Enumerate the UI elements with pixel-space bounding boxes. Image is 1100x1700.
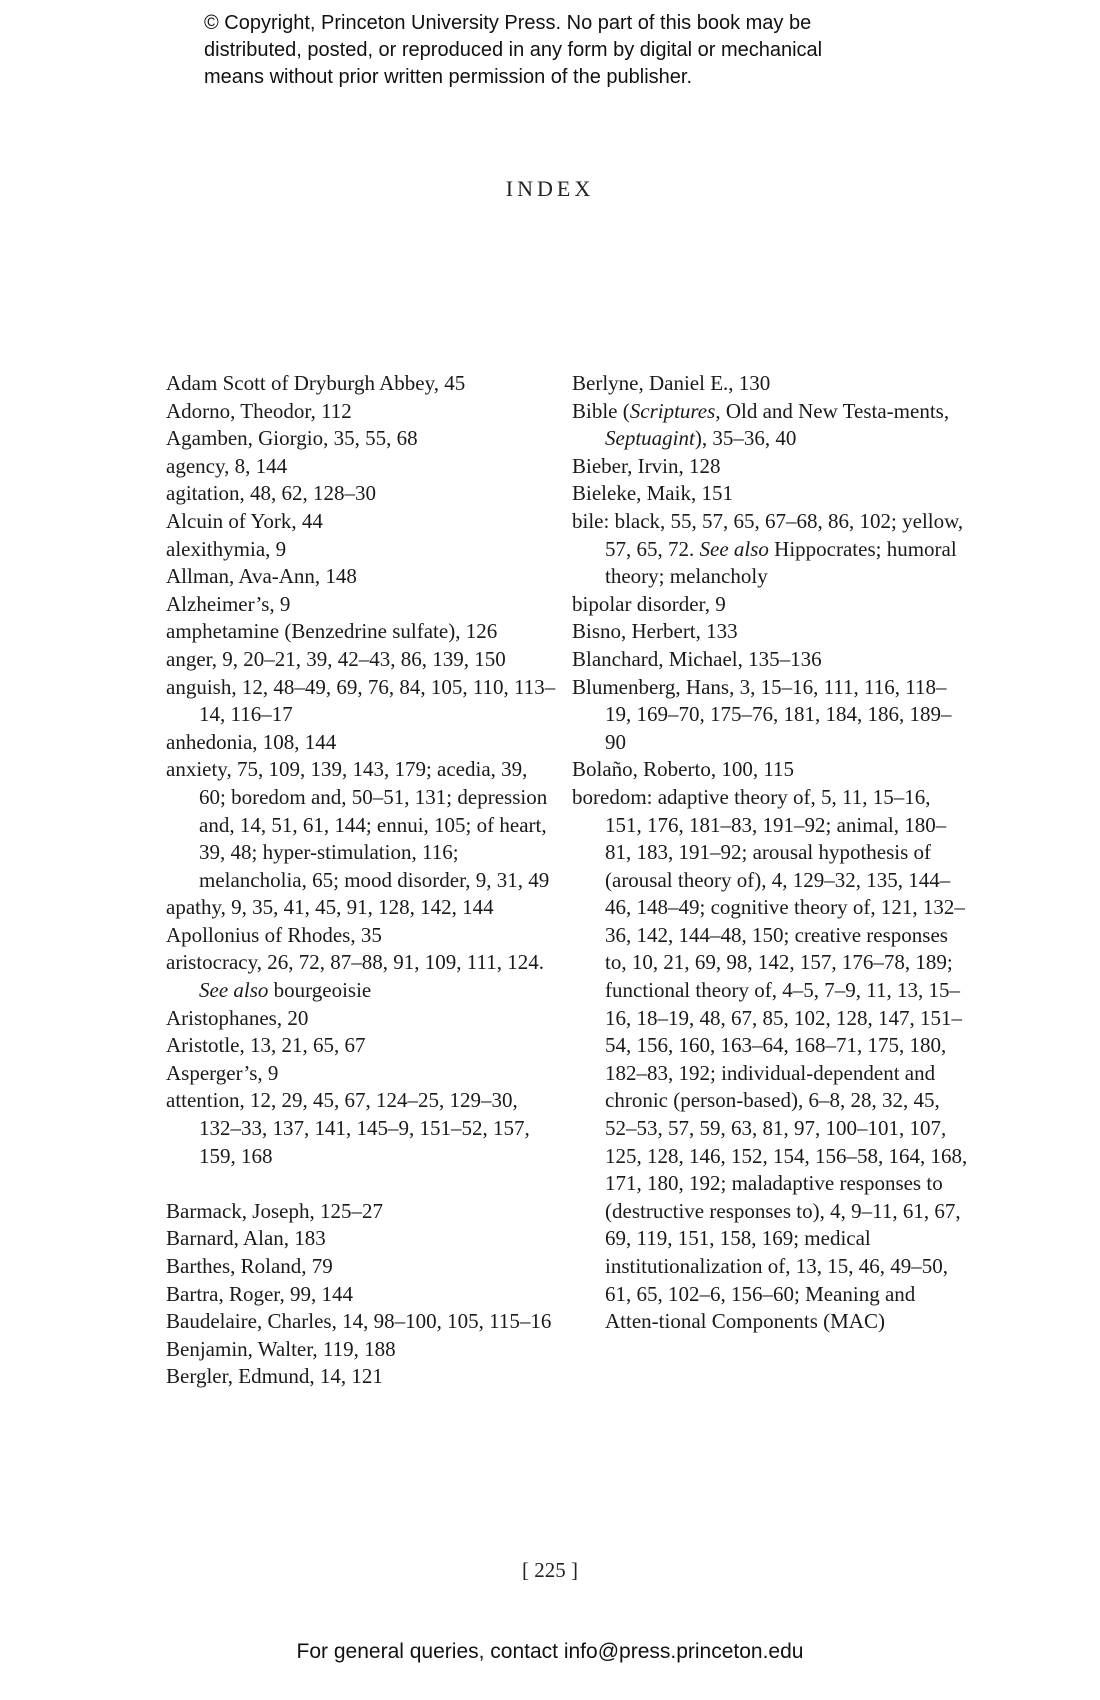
index-entry: attention, 12, 29, 45, 67, 124–25, 129–30, 132–33, 137, 141, 145–9, 151–52, 157, 159, 168 [166, 1088, 530, 1168]
index-entry: Barthes, Roland, 79 [166, 1254, 333, 1278]
index-entry: Blanchard, Michael, 135–136 [572, 646, 822, 671]
page-title: INDEX [505, 176, 595, 201]
copyright-line: distributed, posted, or reproduced in any form by digital or mechanical [204, 39, 823, 61]
index-entry: Alzheimer’s, 9 [166, 591, 291, 616]
page-number: [ 225 ] [522, 1558, 578, 1582]
index-entry: Barnard, Alan, 183 [166, 1226, 326, 1251]
index-entry: agitation, 48, 62, 128–30 [166, 481, 376, 506]
index-entry: Asperger’s, 9 [166, 1060, 279, 1085]
index-entry: Apollonius of Rhodes, 35 [166, 922, 382, 947]
copyright-notice [204, 10, 964, 91]
index-entry: Barmack, Joseph, 125–27 [166, 1198, 383, 1223]
index-entry: Aristotle, 13, 21, 65, 67 [166, 1033, 366, 1058]
index-entry: amphetamine (Benzedrine sulfate), 126 [166, 619, 498, 644]
index-entry: agency, 8, 144 [166, 453, 288, 478]
index-entry: anger, 9, 20–21, 39, 42–43, 86, 139, 150 [166, 646, 506, 671]
index-entry: Benjamin, Walter, 119, 188 [166, 1336, 396, 1361]
index-entry: Allman, Ava-Ann, 148 [166, 564, 357, 589]
copyright-line: © Copyright, Princeton University Press. No part of this book may be [204, 12, 812, 34]
index-entry: Bieber, Irvin, 128 [572, 453, 721, 478]
index-entry: Bieleke, Maik, 151 [572, 481, 733, 506]
index-entry: bipolar disorder, 9 [572, 591, 726, 616]
section-gap [166, 1170, 556, 1198]
index-entry: Bolaño, Roberto, 100, 115 [572, 757, 795, 782]
index-entry: Berlyne, Daniel E., 130 [572, 371, 771, 395]
index-entry: alexithymia, 9 [166, 536, 287, 561]
index-entry: bile: black, 55, 57, 65, 67–68, 86, 102; yellow, 57, 65, 72. See also Hippocrates; humoral theory; melancholy [572, 508, 964, 589]
index-entry: Bergler, Edmund, 14, 121 [166, 1364, 383, 1389]
index-column-left [166, 370, 556, 1391]
index-column-right [572, 370, 972, 1336]
index-entry: Alcuin of York, 44 [166, 508, 323, 533]
index-entry: Blumenberg, Hans, 3, 15–16, 111, 116, 118–19, 169–70, 175–76, 181, 184, 186, 189–90 [572, 674, 952, 754]
index-entry: anhedonia, 108, 144 [166, 729, 337, 754]
index-entry: anguish, 12, 48–49, 69, 76, 84, 105, 110, 113–14, 116–17 [166, 674, 556, 727]
index-entry: anxiety, 75, 109, 139, 143, 179; acedia, 39, 60; boredom and, 50–51, 131; depression and, 14, 51, 61, 144; ennui, 105; of heart, 39, 48; hyper-stimulation, 116; melancholia, 65; mood disorder, 9, 31, 49 [166, 757, 550, 892]
index-entry: Bartra, Roger, 99, 144 [166, 1281, 353, 1306]
index-entry: Bible (Scriptures, Old and New Testa-ments, Septuagint), 35–36, 40 [572, 398, 950, 451]
index-entry: Aristophanes, 20 [166, 1005, 309, 1030]
index-entry: Agamben, Giorgio, 35, 55, 68 [166, 426, 418, 451]
index-entry: Adorno, Theodor, 112 [166, 398, 352, 423]
index-entry: apathy, 9, 35, 41, 45, 91, 128, 142, 144 [166, 895, 494, 920]
index-entry: Adam Scott of Dryburgh Abbey, 45 [166, 371, 466, 395]
copyright-line: means without prior written permission of the publisher. [204, 66, 693, 88]
index-entry: Bisno, Herbert, 133 [572, 619, 738, 644]
index-entry: aristocracy, 26, 72, 87–88, 91, 109, 111, 124. See also bourgeoisie [166, 950, 544, 1003]
footer-contact: For general queries, contact info@press.princeton.edu [296, 1640, 804, 1663]
index-entry: Baudelaire, Charles, 14, 98–100, 105, 115–16 [166, 1309, 552, 1334]
index-entry: boredom: adaptive theory of, 5, 11, 15–16, 151, 176, 181–83, 191–92; animal, 180–81, 183, 191–92; arousal hypothesis of (arousal theory of), 4, 129–32, 135, 144–46, 148–49; cognitive theory of, 121, 132–36, 142, 144–48, 150; creative responses to, 10, 21, 69, 98, 142, 157, 176–78, 189; functional theory of, 4–5, 7–9, 11, 13, 15–16, 18–19, 48, 67, 85, 102, 128, 147, 151–54, 156, 160, 163–64, 168–71, 175, 180, 182–83, 192; individual-dependent and chronic (person-based), 6–8, 28, 32, 45, 52–53, 57, 59, 63, 81, 97, 100–101, 107, 125, 128, 146, 152, 154, 156–58, 164, 168, 171, 180, 192; maladaptive responses to (destructive responses to), 4, 9–11, 61, 67, 69, 119, 151, 158, 169; medical institutionalization of, 13, 15, 46, 49–50, 61, 65, 102–6, 156–60; Meaning and Atten-tional Components (MAC) [572, 784, 968, 1334]
